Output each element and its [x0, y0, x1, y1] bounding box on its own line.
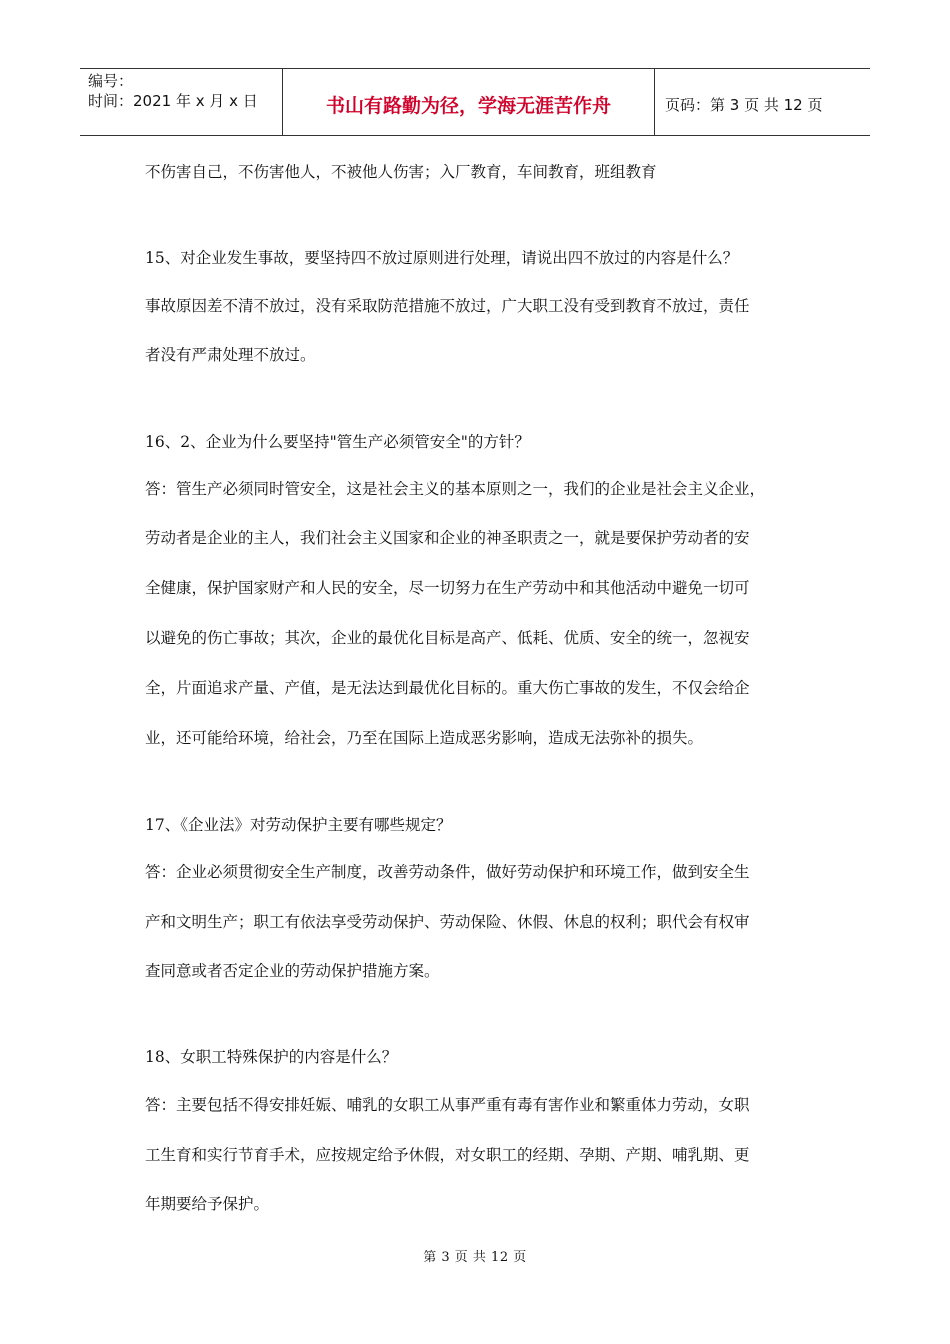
body-line: 产和文明生产；职工有依法享受劳动保护、劳动保险、休假、休息的权利；职代会有权审	[145, 913, 750, 931]
body-line: 者没有严肃处理不放过。	[145, 346, 316, 364]
question-16: 16、2、企业为什么要坚持"管生产必须管安全"的方针？	[145, 433, 530, 451]
header-page-number: 页码：第 3 页 共 12 页	[665, 95, 823, 114]
body-line: 答：企业必须贯彻安全生产制度，改善劳动条件，做好劳动保护和环境工作，做到安全生	[145, 863, 750, 881]
body-line: 业，还可能给环境，给社会，乃至在国际上造成恶劣影响，造成无法弥补的损失。	[145, 729, 704, 747]
page-header	[80, 68, 870, 136]
document-date-label: 时间：2021 年 x 月 x 日	[88, 92, 258, 110]
body-line: 事故原因差不清不放过，没有采取防范措施不放过，广大职工没有受到教育不放过，责任	[145, 297, 750, 315]
body-line: 劳动者是企业的主人，我们社会主义国家和企业的神圣职责之一，就是要保护劳动者的安	[145, 529, 750, 547]
question-18: 18、女职工特殊保护的内容是什么？	[145, 1048, 398, 1066]
body-line: 全健康，保护国家财产和人民的安全，尽一切努力在生产劳动中和其他活动中避免一切可	[145, 579, 750, 597]
question-15: 15、对企业发生事故，要坚持四不放过原则进行处理，请说出四不放过的内容是什么？	[145, 249, 739, 267]
body-line: 全，片面追求产量、产值，是无法达到最优化目标的。重大伤亡事故的发生，不仅会给企	[145, 679, 750, 697]
header-motto: 书山有路勤为径，学海无涯苦作舟	[283, 69, 655, 135]
body-line: 答：管生产必须同时管安全，这是社会主义的基本原则之一，我们的企业是社会主义企业，	[145, 480, 766, 498]
body-line: 以避免的伤亡事故；其次，企业的最优化目标是高产、低耗、优质、安全的统一，忽视安	[145, 629, 750, 647]
body-line: 年期要给予保护。	[145, 1195, 270, 1213]
body-line: 查同意或者否定企业的劳动保护措施方案。	[145, 962, 440, 980]
body-line: 不伤害自己，不伤害他人，不被他人伤害；入厂教育，车间教育，班组教育	[145, 163, 657, 181]
header-info	[80, 69, 283, 135]
page-footer: 第 3 页 共 12 页	[423, 1250, 527, 1265]
document-number-label: 编号：	[88, 72, 134, 90]
body-line: 答：主要包括不得安排妊娠、哺乳的女职工从事严重有毒有害作业和繁重体力劳动，女职	[145, 1096, 750, 1114]
question-17: 17、《企业法》对劳动保护主要有哪些规定？	[145, 816, 452, 834]
body-line: 工生育和实行节育手术，应按规定给予休假，对女职工的经期、孕期、产期、哺乳期、更	[145, 1146, 750, 1164]
